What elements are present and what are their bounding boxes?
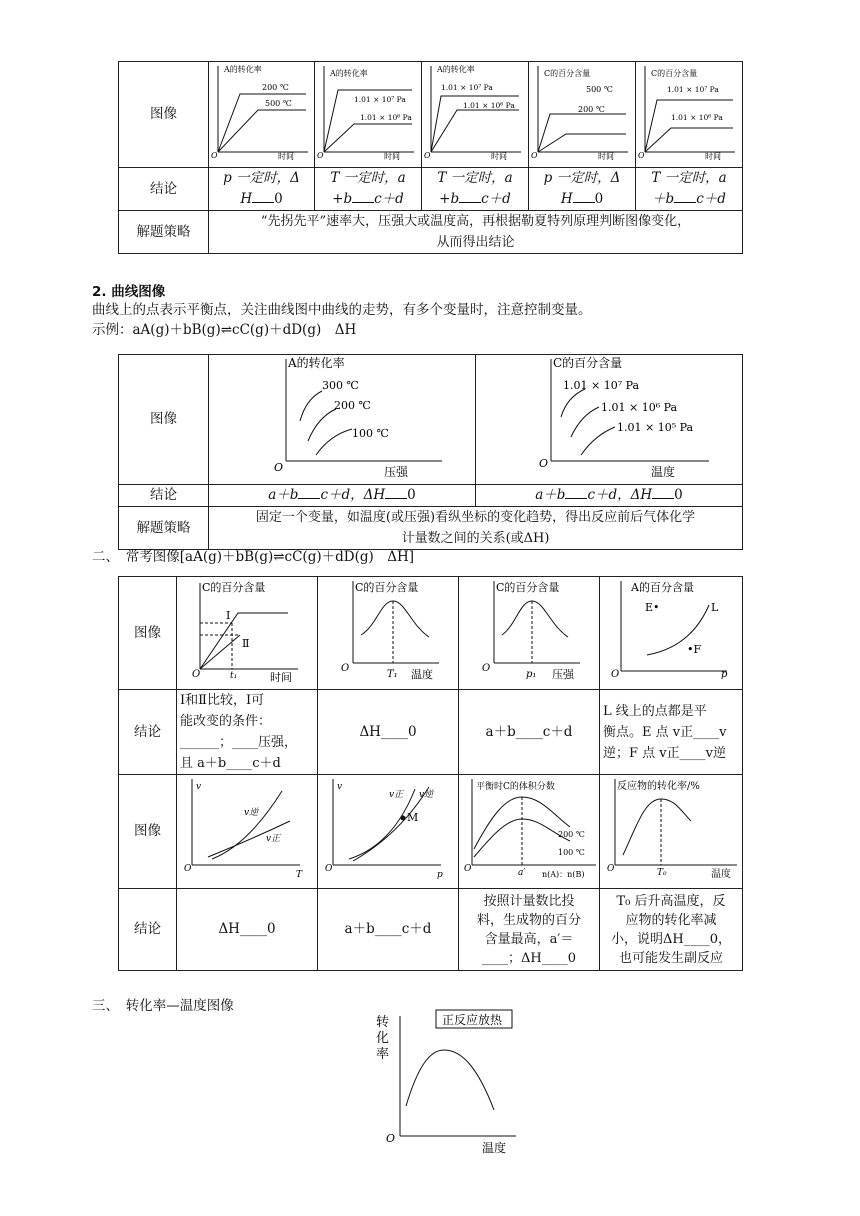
x-label: 时间 [491, 152, 507, 160]
origin: O [386, 1132, 396, 1145]
row-label-image: 图像 [119, 62, 209, 168]
chart-cell-pressure [209, 355, 476, 485]
tick-T1: T₁ [386, 669, 398, 680]
y-label: A的转化率 [223, 65, 262, 74]
section-desc: 曲线上的点表示平衡点，关注曲线图中曲线的走势，有多个变量时，注意控制变量。 [92, 302, 592, 318]
origin: O [191, 669, 200, 680]
x-label: 压强 [383, 465, 408, 477]
chart-cell-g3 [459, 577, 600, 690]
chart-cell-2 [315, 62, 422, 168]
chart-cell-g6 [318, 775, 459, 889]
curve-label: 1.01 × 10⁶ Pa [463, 101, 515, 110]
tick-a-prime: a′ [517, 868, 525, 878]
x-label: 时间 [384, 152, 400, 160]
curve-label: 200 ℃ [333, 399, 371, 412]
x-label: 温度 [710, 869, 731, 880]
curve-v-forward: v正 [265, 834, 280, 844]
conclusion-1: a＋b c＋d，ΔH 0 [209, 485, 476, 507]
curve-label: 1.01 × 10⁷ Pa [354, 95, 406, 104]
chart-a-conversion-vs-pressure [210, 355, 475, 477]
conclusion-g2: ΔH____0 [318, 690, 459, 775]
origin: O [210, 151, 218, 160]
conclusion-5: T 一定时，a ＋b c＋d [636, 168, 743, 211]
curve-label: 500 ℃ [264, 99, 292, 108]
chart-a-conversion-pressure-2 [423, 62, 527, 160]
chart-cell-g7 [459, 775, 600, 889]
conclusion-g5: ΔH____0 [177, 889, 318, 971]
origin: O [538, 457, 548, 470]
chart-c-percent-pressure-peak [460, 577, 599, 682]
x-label: 时间 [598, 152, 614, 160]
chart-a-percent-pressure-equilibrium [601, 577, 742, 682]
origin: O [324, 864, 332, 874]
x-label: T [295, 870, 302, 880]
curve-label-II: Ⅱ [241, 637, 249, 650]
chart-cell-g4 [600, 577, 743, 690]
chart-c-percent-time-catalyst [178, 577, 317, 682]
curve-label: 200 ℃ [261, 83, 289, 92]
conclusion-2: T 一定时，a +b c＋d [315, 168, 422, 211]
curve-v-reverse: v逆 [418, 790, 433, 800]
curve-label: 200 ℃ [557, 830, 585, 839]
conclusion-g4: L 线上的点都是平 衡点。E 点 v正____v逆；F 点 v正____v逆 [600, 690, 743, 775]
curve-label: 500 ℃ [586, 85, 613, 94]
curve-v-forward: v正 [388, 790, 403, 800]
y-label: C的百分含量 [495, 581, 559, 594]
row-label-image: 图像 [119, 355, 209, 485]
row-label-conclusion-2: 结论 [119, 889, 177, 971]
x-label: 时间 [277, 152, 294, 160]
y-label: A的转化率 [287, 356, 345, 370]
row-label-strategy: 解题策略 [119, 211, 209, 254]
curve-label: 1.01 × 10⁶ Pa [600, 401, 677, 414]
conclusion-2: a＋b c＋d，ΔH 0 [476, 485, 743, 507]
x-label: 时间 [269, 671, 292, 682]
y-label: A的转化率 [330, 69, 368, 78]
chart-cell-temperature [476, 355, 743, 485]
chart-cell-g8 [600, 775, 743, 889]
y-label: C的百分含量 [201, 581, 265, 594]
conclusion-g7: 按照计量数比投 料，生成物的百分 含量最高，a′＝ ____；ΔH____0 [459, 889, 600, 971]
y-label: A的转化率 [437, 65, 475, 74]
origin: O [606, 864, 614, 874]
chart-a-conversion-temp [210, 62, 314, 160]
x-label: 压强 [551, 668, 574, 681]
chart-cell-3 [422, 62, 529, 168]
y-label: A的百分含量 [630, 581, 694, 594]
conclusion-g3: a＋b____c＋d [459, 690, 600, 775]
y-label: 平衡时C的体积分数 [475, 782, 555, 792]
origin: O [340, 663, 349, 674]
row-label-conclusion: 结论 [119, 168, 209, 211]
chart-c-percent-temp [530, 62, 634, 160]
strategy-text: “先拐先平”速率大，压强大或温度高，再根据勒夏特列原理判断图像变化， 从而得出结论 [209, 211, 743, 254]
chart-rate-vs-pressure [319, 775, 458, 881]
origin: O [531, 151, 538, 160]
x-label: 时间 [705, 152, 721, 160]
row-label-strategy: 解题策略 [119, 507, 209, 550]
table-1 [118, 61, 743, 254]
conclusion-g8: T₀ 后升高温度，反 应物的转化率减 小，说明ΔH____0， 也可能发生副反应 [600, 889, 743, 971]
x-label: n(A)：n(B) [541, 870, 584, 879]
y-label-1: 转 [376, 1015, 390, 1030]
chart-note: 正反应放热 [442, 1013, 503, 1027]
chart-conversion-temperature [601, 775, 742, 881]
y-label: C的百分含量 [544, 69, 591, 78]
curve-label: 1.01 × 10⁶ Pa [360, 113, 412, 122]
point-F: •F [686, 643, 701, 656]
section-heading-conversion: 三、 转化率—温度图像 [92, 998, 234, 1014]
row-label-image-2: 图像 [119, 775, 177, 889]
conclusion-4: p 一定时，Δ H 0 [529, 168, 636, 211]
y-label: C的百分含量 [354, 581, 418, 594]
curve-label: 1.01 × 10⁷ Pa [667, 85, 719, 94]
chart-conversion-vs-temperature [370, 1006, 530, 1156]
tick-T0: T₀ [656, 868, 667, 878]
curve-label: 1.01 × 10⁶ Pa [671, 113, 723, 122]
x-label: 温度 [482, 1141, 507, 1155]
origin: O [638, 151, 645, 160]
curve-label: 1.01 × 10⁷ Pa [441, 83, 493, 92]
row-label-conclusion: 结论 [119, 485, 209, 507]
curve-label: 100 ℃ [351, 427, 389, 440]
tick-p1: p₁ [525, 669, 536, 680]
y-label: C的百分含量 [651, 69, 698, 78]
point-E: E• [644, 601, 660, 614]
row-label-conclusion: 结论 [119, 690, 177, 775]
section-heading-curve: 2. 曲线图像 [92, 284, 166, 300]
conclusion-g1: Ⅰ和Ⅱ比较，Ⅰ可 能改变的条件： ______；____压强， 且 a＋b____c＋d [177, 690, 318, 775]
curve-label: 300 ℃ [321, 379, 359, 392]
chart-c-percent-vs-temperature [477, 355, 742, 477]
curve-label: 100 ℃ [557, 848, 585, 857]
tick-t1: t₁ [229, 671, 237, 681]
chart-c-percent-pressure [637, 62, 741, 160]
x-label: 温度 [410, 668, 433, 681]
table-3 [118, 576, 743, 971]
x-label: 温度 [650, 465, 675, 477]
chart-cell-g2 [318, 577, 459, 690]
conclusion-3: T 一定时，a +b c＋d [422, 168, 529, 211]
origin: O [481, 663, 490, 674]
origin: O [183, 864, 191, 874]
conclusion-1: p 一定时，Δ H 0 [209, 168, 315, 211]
y-label-2: 化 [376, 1031, 390, 1046]
chart-cell-4 [529, 62, 636, 168]
strategy-text: 固定一个变量，如温度(或压强)看纵坐标的变化趋势，得出反应前后气体化学 计量数之间的关系(或ΔH) [209, 507, 743, 550]
y-label-3: 率 [376, 1047, 390, 1062]
conclusion-g6: a＋b____c＋d [318, 889, 459, 971]
origin: O [610, 669, 619, 680]
chart-cell-g1 [177, 577, 318, 690]
y-label: C的百分含量 [552, 356, 622, 370]
y-label: v [195, 782, 201, 792]
example-equation: 示例：aA(g)＋bB(g)⇌cC(g)＋dD(g) ΔH [92, 322, 357, 338]
origin: O [273, 461, 283, 474]
chart-c-percent-temperature-peak [319, 577, 458, 682]
row-label-image: 图像 [119, 577, 177, 690]
curve-label: 200 ℃ [578, 105, 605, 114]
curve-L: L [710, 601, 718, 614]
origin: O [317, 151, 324, 160]
chart-volume-fraction-ratio [460, 775, 599, 881]
chart-a-conversion-pressure [316, 62, 420, 160]
curve-label: 1.01 × 10⁷ Pa [562, 379, 639, 392]
origin: O [424, 151, 431, 160]
y-label: v [336, 782, 342, 792]
curve-v-reverse: v逆 [243, 808, 258, 818]
chart-rate-vs-temperature [178, 775, 317, 881]
chart-cell-g5 [177, 775, 318, 889]
curve-label-I: Ⅰ [225, 609, 230, 622]
x-label: p [436, 870, 443, 880]
point-M: M [406, 811, 418, 824]
origin: O [463, 864, 471, 874]
y-label: 反应物的转化率/% [616, 781, 700, 792]
chart-cell-1 [209, 62, 315, 168]
section-heading-common: 二、 常考图像[aA(g)＋bB(g)⇌cC(g)＋dD(g) ΔH] [92, 549, 415, 565]
chart-cell-5 [636, 62, 743, 168]
x-label: p [720, 669, 727, 680]
table-2 [118, 354, 743, 550]
curve-label: 1.01 × 10⁵ Pa [616, 421, 693, 434]
